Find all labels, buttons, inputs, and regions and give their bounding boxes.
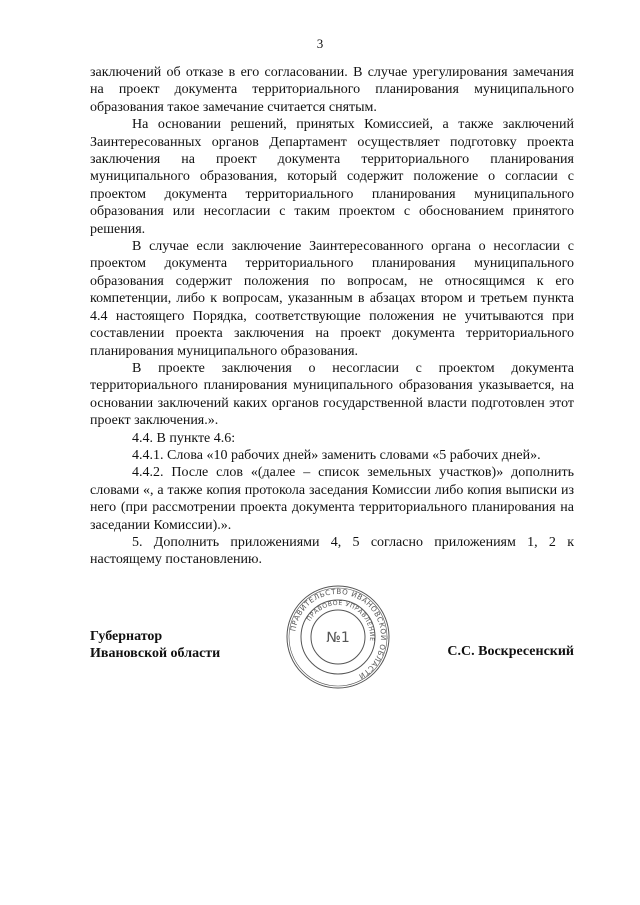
signatory-title-line: Губернатор: [90, 629, 163, 644]
paragraph: 4.4.2. После слов «(далее – список земельных участков)» дополнить словами «, а также копия протокола заседания Комиссии либо копия выписки из него (при рассмотрении проекта документа территориального планирования на заседании Комиссии).».: [90, 465, 574, 533]
paragraph: В случае если заключение Заинтересованного органа о несогласии с проектом документа территориального планирования муниципального образования содержит положения по вопросам, не относящимся к его компетенции, либо к вопросам, указанным в абзацах втором и третьем пункта 4.4 настоящего Порядка, соответствующие положения не учитываются при составлении проекта заключения на проект документа территориального планирования муниципального образования.: [90, 239, 574, 359]
page-number: 3: [316, 36, 324, 51]
paragraph: 4.4. В пункте 4.6:: [132, 430, 236, 446]
document-body: [90, 64, 574, 569]
signatory-title: [90, 628, 220, 663]
paragraph: На основании решений, принятых Комиссией, а также заключений Заинтересованных органов Департамент осуществляет подготовку проекта заключения на проект документа территориального планирования муниципального образования, который содержит положение о согласии с проектом документа территориального планирования муниципального образования или несогласии с таким проектом с обоснованием принятого решения.: [90, 117, 574, 237]
paragraph: В проекте заключения о несогласии с проектом документа территориального планирования муниципального образования указывается, на основании заключений каких органов государственной власти подготовлен этот проект заключения.».: [90, 360, 574, 429]
official-seal: [284, 583, 392, 691]
paragraph: 4.4.1. Слова «10 рабочих дней» заменить словами «5 рабочих дней».: [132, 447, 541, 463]
signature-block: [90, 586, 574, 708]
paragraph: заключений об отказе в его согласовании. В случае урегулирования замечания на проект документа территориального планирования муниципального образования такое замечание считается снятым.: [90, 65, 574, 115]
paragraph: 5. Дополнить приложениями 4, 5 согласно приложениям 1, 2 к настоящему постановлению.: [90, 534, 574, 568]
signatory-name: С.С. Воскресенский: [447, 644, 574, 659]
seal-inner-text: ПРАВОВОЕ УПРАВЛЕНИЕ: [305, 599, 376, 642]
seal-center-text: №1: [326, 630, 350, 646]
signatory-title-line: Ивановской области: [90, 646, 221, 662]
seal-outer-text: ПРАВИТЕЛЬСТВО ИВАНОВСКОЙ ОБЛАСТИ: [288, 586, 389, 682]
